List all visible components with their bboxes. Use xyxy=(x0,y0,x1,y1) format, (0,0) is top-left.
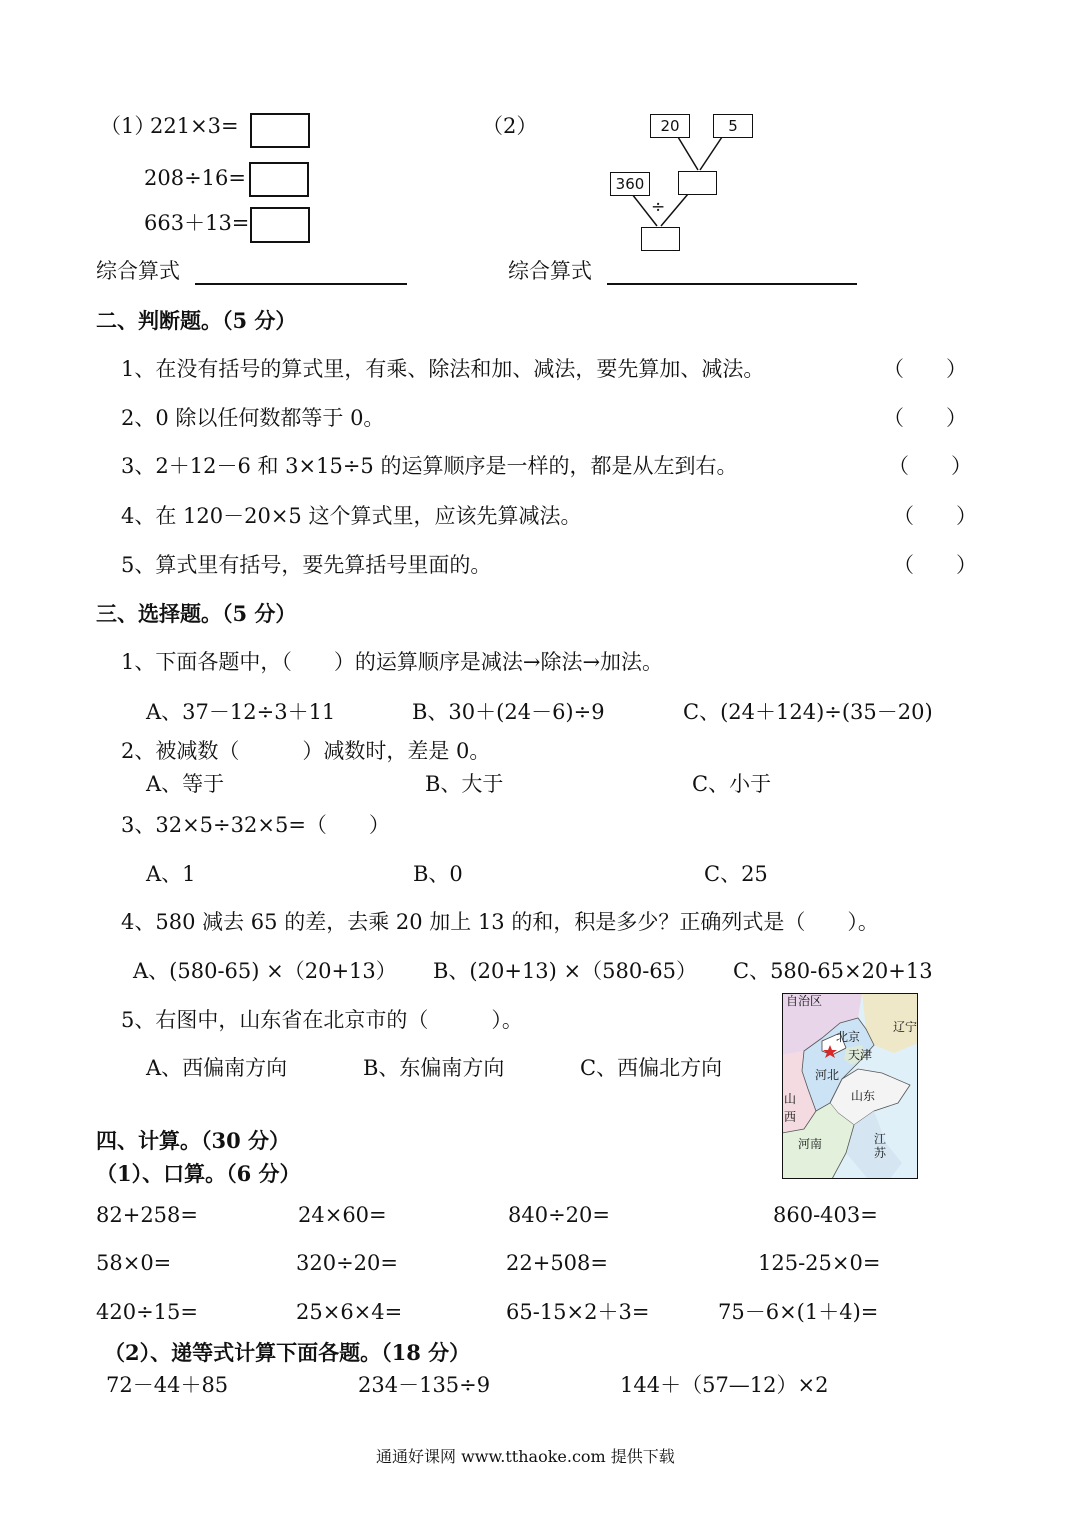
tree-box-blank-mid[interactable] xyxy=(678,171,717,195)
choice-q4-option-a[interactable]: A、(580-65) ×（20+13） xyxy=(133,959,397,983)
choice-q4-stem: 4、580 减去 65 的差，去乘 20 加上 13 的和，积是多少？正确列式是（ ）。 xyxy=(121,910,879,934)
judge-bracket-1[interactable]: （ ） xyxy=(883,357,967,381)
oral-item: 25×6×4= xyxy=(296,1300,403,1324)
choice-q5-stem: 5、右图中，山东省在北京市的（ ）。 xyxy=(121,1008,523,1032)
tree-box-20: 20 xyxy=(650,114,690,138)
footer-credit: 通通好课网 www.tthaoke.com 提供下载 xyxy=(376,1447,675,1466)
choice-q5-option-b[interactable]: B、东偏南方向 xyxy=(363,1056,505,1080)
choice-q1-stem: 1、下面各题中，（ ）的运算顺序是减法→除法→加法。 xyxy=(121,650,664,674)
choice-q1-option-a[interactable]: A、37－12÷3＋11 xyxy=(146,700,336,724)
part1-label: （1） xyxy=(100,114,156,138)
judge-item-5: 5、算式里有括号，要先算括号里面的。 xyxy=(121,553,492,577)
choice-q4-option-c[interactable]: C、580-65×20+13 xyxy=(733,959,933,983)
oral-item: 58×0= xyxy=(96,1251,172,1275)
stepwise-item: 234－135÷9 xyxy=(358,1373,491,1397)
part2-tree-lines xyxy=(0,0,1075,260)
combined-label-2: 综合算式 xyxy=(508,259,592,283)
choice-q2-stem: 2、被减数（ ）减数时，差是 0。 xyxy=(121,739,491,763)
judge-bracket-2[interactable]: （ ） xyxy=(883,406,967,430)
choice-q3-option-c[interactable]: C、25 xyxy=(704,862,768,886)
choice-q3-stem: 3、32×5÷32×5=（ ） xyxy=(121,813,390,837)
oral-item: 22+508= xyxy=(506,1251,608,1275)
part1-expr-1: 221×3= xyxy=(150,114,239,138)
oral-item: 420÷15= xyxy=(96,1300,198,1324)
map-label-shandong: 山东 xyxy=(851,1089,876,1103)
map-label-tianjin: 天津 xyxy=(848,1048,873,1062)
part2-label: （2） xyxy=(482,114,538,138)
judge-bracket-4[interactable]: （ ） xyxy=(893,504,977,528)
part1-expr-2: 208÷16= xyxy=(144,166,246,190)
judge-item-3: 3、2＋12－6 和 3×15÷5 的运算顺序是一样的，都是从左到右。 xyxy=(121,454,738,478)
section2-title: 二、判断题。（5 分） xyxy=(96,308,297,333)
choice-q2-option-c[interactable]: C、小于 xyxy=(692,772,772,796)
oral-item: 840÷20= xyxy=(508,1203,610,1227)
map-label-jiangsu: 江苏 xyxy=(874,1132,887,1160)
map-label-region: 自治区 xyxy=(786,994,823,1008)
map-label-henan: 河南 xyxy=(798,1137,823,1151)
tree-box-360: 360 xyxy=(610,172,650,196)
choice-q5-option-a[interactable]: A、西偏南方向 xyxy=(146,1056,288,1080)
tree-divide-sign: ÷ xyxy=(651,197,666,217)
oral-item: 320÷20= xyxy=(296,1251,398,1275)
map-label-hebei: 河北 xyxy=(815,1068,840,1082)
oral-calc-title: （1）、口算。（6 分） xyxy=(96,1161,301,1186)
oral-item: 24×60= xyxy=(298,1203,387,1227)
combined-answer-line-2[interactable] xyxy=(607,283,857,285)
oral-item: 125-25×0= xyxy=(758,1251,881,1275)
section4-title: 四、计算。（30 分） xyxy=(96,1128,291,1153)
stepwise-item: 72－44＋85 xyxy=(106,1373,229,1397)
combined-label-1: 综合算式 xyxy=(96,259,180,283)
stepwise-item: 144＋（57—12）×2 xyxy=(620,1373,829,1397)
oral-item: 75－6×(1＋4)= xyxy=(718,1300,879,1324)
choice-q3-option-a[interactable]: A、1 xyxy=(146,862,196,886)
judge-bracket-3[interactable]: （ ） xyxy=(888,454,972,478)
judge-item-1: 1、在没有括号的算式里，有乘、除法和加、减法，要先算加、减法。 xyxy=(121,357,765,381)
tree-box-blank-result[interactable] xyxy=(641,227,680,251)
oral-item: 65-15×2＋3= xyxy=(506,1300,650,1324)
choice-q2-option-a[interactable]: A、等于 xyxy=(146,772,225,796)
map-label-shanxi: 山西 xyxy=(784,1092,797,1124)
choice-q1-option-c[interactable]: C、(24＋124)÷(35－20) xyxy=(683,700,933,724)
map-label-beijing: 北京 xyxy=(836,1030,861,1044)
tree-box-5: 5 xyxy=(713,114,753,138)
choice-q1-option-b[interactable]: B、30＋(24－6)÷9 xyxy=(412,700,605,724)
section3-title: 三、选择题。（5 分） xyxy=(96,601,297,626)
stepwise-calc-title: （2）、递等式计算下面各题。（18 分） xyxy=(104,1340,471,1365)
judge-item-4: 4、在 120－20×5 这个算式里，应该先算减法。 xyxy=(121,504,582,528)
judge-bracket-5[interactable]: （ ） xyxy=(893,553,977,577)
oral-item: 860-403= xyxy=(773,1203,878,1227)
combined-answer-line-1[interactable] xyxy=(195,283,407,285)
map-label-liaoning: 辽宁 xyxy=(893,1020,918,1034)
oral-item: 82+258= xyxy=(96,1203,198,1227)
judge-item-2: 2、0 除以任何数都等于 0。 xyxy=(121,406,385,430)
choice-q5-option-c[interactable]: C、西偏北方向 xyxy=(580,1056,723,1080)
part1-expr-3: 663＋13= xyxy=(144,211,250,235)
choice-q2-option-b[interactable]: B、大于 xyxy=(425,772,504,796)
choice-q4-option-b[interactable]: B、(20+13) ×（580-65） xyxy=(433,959,698,983)
choice-q3-option-b[interactable]: B、0 xyxy=(413,862,463,886)
